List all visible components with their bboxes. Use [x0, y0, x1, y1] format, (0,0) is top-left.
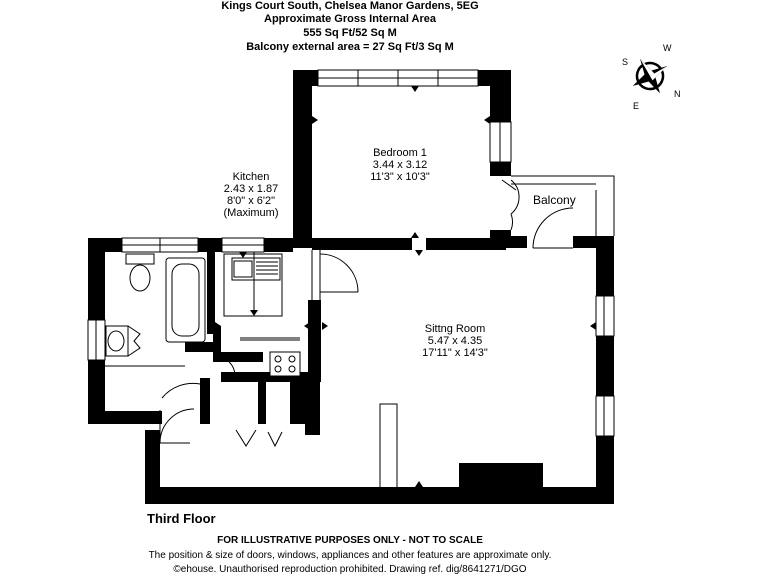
toilet-cistern — [126, 254, 154, 264]
compass-e: E — [633, 101, 640, 111]
copyright-note: ©ehouse. Unauthorised reproduction prohibited. Drawing ref. dig/8641271/DGO — [173, 564, 527, 575]
disclaimer: FOR ILLUSTRATIVE PURPOSES ONLY - NOT TO SCALE — [217, 535, 483, 546]
kitchen-note: (Maximum) — [223, 207, 279, 219]
compass-s: S — [622, 57, 629, 67]
bedroom-west-wall — [293, 70, 312, 248]
hob — [270, 352, 300, 376]
balcony-label: Balcony — [533, 193, 576, 207]
area-value: 555 Sq Ft/52 Sq M — [303, 27, 397, 39]
sitting-room-name: Sittng Room — [424, 323, 486, 335]
sitting-room-metric: 5.47 x 4.35 — [427, 335, 483, 347]
bedroom-label — [355, 147, 445, 183]
floor-label: Third Floor — [147, 511, 216, 526]
approximate-note: The position & size of doors, windows, appliances and other features are approximate only. — [148, 550, 552, 561]
bedroom-metric: 3.44 x 3.12 — [372, 159, 428, 171]
property-address: Kings Court South, Chelsea Manor Gardens, 5EG — [221, 0, 479, 12]
fixtures — [106, 254, 300, 376]
kitchen-imperial: 8'0" x 6'2" — [226, 195, 276, 207]
compass-icon — [623, 49, 678, 104]
kitchen-name: Kitchen — [232, 171, 270, 183]
compass-w: W — [663, 43, 672, 53]
kitchen-metric: 2.43 x 1.87 — [223, 183, 279, 195]
compass-n: N — [674, 89, 681, 99]
south-wall — [145, 487, 614, 504]
kitchen-label — [212, 171, 290, 219]
sitting-room-imperial: 17'11" x 14'3" — [422, 347, 488, 359]
balcony-area: Balcony external area = 27 Sq Ft/3 Sq M — [246, 41, 454, 53]
bedroom-name: Bedroom 1 — [373, 147, 427, 159]
bedroom-imperial: 11'3" x 10'3" — [370, 171, 430, 183]
sitting-room-label — [405, 323, 505, 359]
area-title: Approximate Gross Internal Area — [264, 13, 436, 25]
doors — [160, 180, 573, 446]
